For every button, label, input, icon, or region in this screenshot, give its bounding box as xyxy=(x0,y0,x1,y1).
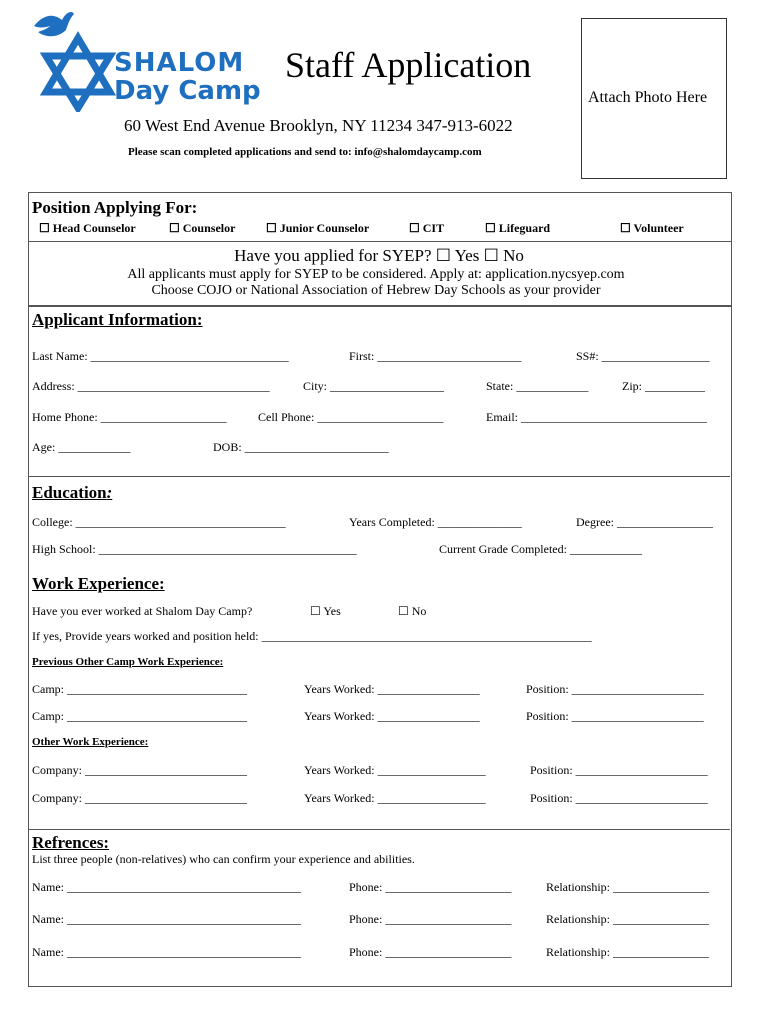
years-position-held-field[interactable]: If yes, Provide years worked and position held: _______________________________________________________ xyxy=(32,629,592,643)
syep-question[interactable]: Have you applied for SYEP? ☐ Yes ☐ No xyxy=(234,246,524,265)
first-name-field[interactable]: First: ________________________ xyxy=(349,349,522,363)
zip-field[interactable]: Zip: __________ xyxy=(622,379,705,393)
position-option-junior-counselor[interactable]: ☐ Junior Counselor xyxy=(266,221,370,235)
camp-years-field[interactable]: Years Worked: _________________ xyxy=(304,709,480,723)
city-field[interactable]: City: ___________________ xyxy=(303,379,445,393)
camp-logo xyxy=(28,8,260,112)
email-field[interactable]: Email: _______________________________ xyxy=(486,410,707,424)
company-position-field[interactable]: Position: ______________________ xyxy=(530,791,708,805)
syep-provider-info: Choose COJO or National Association of Hebrew Day Schools as your provider xyxy=(151,283,601,298)
camp-address: 60 West End Avenue Brooklyn, NY 11234 347-913-6022 xyxy=(124,116,513,135)
cell-phone-field[interactable]: Cell Phone: _____________________ xyxy=(258,410,444,424)
education-heading-text: Education xyxy=(32,483,107,502)
worked-here-no[interactable]: ☐ No xyxy=(398,604,427,618)
company-position-field[interactable]: Position: ______________________ xyxy=(530,763,708,777)
camp-years-field[interactable]: Years Worked: _________________ xyxy=(304,682,480,696)
age-field[interactable]: Age: ____________ xyxy=(32,440,131,454)
submission-instructions: Please scan completed applications and send to: info@shalomdaycamp.com xyxy=(128,146,482,158)
reference-phone-field[interactable]: Phone: _____________________ xyxy=(349,880,512,894)
work-heading: Work Experience: xyxy=(32,574,165,593)
references-heading: Refrences: xyxy=(32,833,110,852)
reference-relationship-field[interactable]: Relationship: ________________ xyxy=(546,880,709,894)
position-option-lifeguard[interactable]: ☐ Lifeguard xyxy=(485,221,551,235)
camp-position-field[interactable]: Position: ______________________ xyxy=(526,709,704,723)
company-name-field[interactable]: Company: ___________________________ xyxy=(32,791,247,805)
dob-field[interactable]: DOB: ________________________ xyxy=(213,440,389,454)
ssn-field[interactable]: SS#: __________________ xyxy=(576,349,710,363)
syep-apply-info: All applicants must apply for SYEP to be considered. Apply at: application.nycsyep.com xyxy=(127,267,625,282)
section-divider-references xyxy=(28,829,730,830)
position-heading: Position Applying For: xyxy=(32,198,198,217)
worked-here-question: Have you ever worked at Shalom Day Camp? xyxy=(32,604,253,618)
address-field[interactable]: Address: ________________________________ xyxy=(32,379,270,393)
company-years-field[interactable]: Years Worked: __________________ xyxy=(304,763,486,777)
company-name-field[interactable]: Company: ___________________________ xyxy=(32,763,247,777)
camp-position-field[interactable]: Position: ______________________ xyxy=(526,682,704,696)
references-instructions: List three people (non-relatives) who can confirm your experience and abilities. xyxy=(32,852,415,866)
star-of-david-dove-icon xyxy=(28,8,128,112)
years-completed-field[interactable]: Years Completed: ______________ xyxy=(349,515,522,529)
logo-day-camp: Day Camp xyxy=(114,76,261,106)
college-field[interactable]: College: ___________________________________ xyxy=(32,515,286,529)
reference-phone-field[interactable]: Phone: _____________________ xyxy=(349,912,512,926)
photo-label: Attach Photo Here xyxy=(588,89,708,106)
applicant-heading: Applicant Information: xyxy=(32,310,203,329)
reference-name-field[interactable]: Name: _______________________________________ xyxy=(32,912,301,926)
camp-experience-heading: Previous Other Camp Work Experience: xyxy=(32,656,224,668)
education-heading xyxy=(32,483,112,503)
high-school-field[interactable]: High School: ___________________________________________ xyxy=(32,542,357,556)
section-divider-education xyxy=(28,476,730,477)
position-option-head-counselor[interactable]: ☐ Head Counselor xyxy=(39,221,136,235)
reference-phone-field[interactable]: Phone: _____________________ xyxy=(349,945,512,959)
reference-name-field[interactable]: Name: _______________________________________ xyxy=(32,880,301,894)
camp-name-field[interactable]: Camp: ______________________________ xyxy=(32,682,247,696)
position-option-volunteer[interactable]: ☐ Volunteer xyxy=(620,221,684,235)
state-field[interactable]: State: ____________ xyxy=(486,379,589,393)
worked-here-yes[interactable]: ☐ Yes xyxy=(310,604,341,618)
logo-shalom: SHALOM xyxy=(114,48,245,78)
reference-relationship-field[interactable]: Relationship: ________________ xyxy=(546,945,709,959)
degree-field[interactable]: Degree: ________________ xyxy=(576,515,713,529)
grade-completed-field[interactable]: Current Grade Completed: ____________ xyxy=(439,542,642,556)
page-title: Staff Application xyxy=(285,45,532,85)
home-phone-field[interactable]: Home Phone: _____________________ xyxy=(32,410,227,424)
company-years-field[interactable]: Years Worked: __________________ xyxy=(304,791,486,805)
camp-name-field[interactable]: Camp: ______________________________ xyxy=(32,709,247,723)
other-work-heading: Other Work Experience: xyxy=(32,736,149,748)
position-option-counselor[interactable]: ☐ Counselor xyxy=(169,221,236,235)
reference-name-field[interactable]: Name: _______________________________________ xyxy=(32,945,301,959)
last-name-field[interactable]: Last Name: _________________________________ xyxy=(32,349,289,363)
reference-relationship-field[interactable]: Relationship: ________________ xyxy=(546,912,709,926)
education-heading-colon: : xyxy=(106,483,113,502)
photo-box[interactable] xyxy=(581,18,727,179)
position-option-cit[interactable]: ☐ CIT xyxy=(409,221,445,235)
